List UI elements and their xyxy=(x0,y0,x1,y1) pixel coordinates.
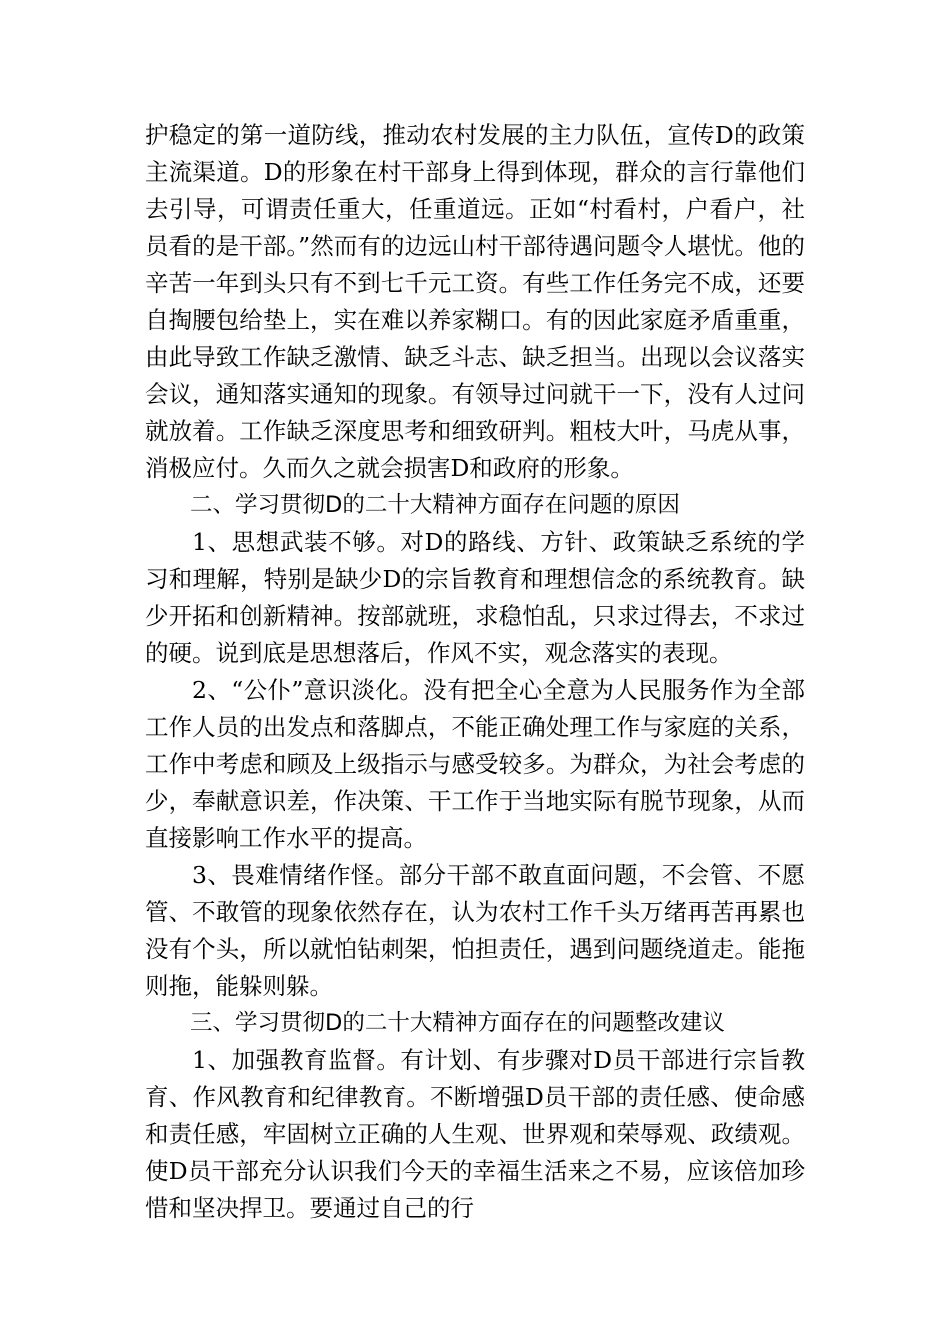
paragraph-cause-2: 2、“公仆”意识淡化。没有把全心全意为人民服务作为全部工作人员的出发点和落脚点，不能正确处理工作与家庭的关系，工作中考虑和顾及上级指示与感受较多。为群众，为社会考虑的少，奉献意识差，作决策、干工作于当地实际有脱节现象，从而直接影响工作水平的提高。 xyxy=(145,676,805,852)
document-page xyxy=(145,117,805,1227)
paragraph-continuation: 护稳定的第一道防线，推动农村发展的主力队伍，宣传D的政策主流渠道。D的形象在村干部身上得到体现，群众的言行靠他们去引导，可谓责任重大，任重道远。正如“村看村，户看户，社员看的是干部。”然而有的边远山村干部待遇问题令人堪忧。他的辛苦一年到头只有不到七千元工资。有些工作任务完不成，还要自掏腰包给垫上，实在难以养家糊口。有的因此家庭矛盾重重，由此导致工作缺乏激情、缺乏斗志、缺乏担当。出现以会议落实会议，通知落实通知的现象。有领导过问就干一下，没有人过问就放着。工作缺乏深度思考和细致研判。粗枝大叶，马虎从事，消极应付。久而久之就会损害D和政府的形象。 xyxy=(145,121,805,482)
paragraph-suggestion-1: 1、加强教育监督。有计划、有步骤对D员干部进行宗旨教育、作风教育和纪律教育。不断增强D员干部的责任感、使命感和责任感，牢固树立正确的人生观、世界观和荣辱观、政绩观。使D员干部充分认识我们今天的幸福生活来之不易，应该倍加珍惜和坚决捍卫。要通过自己的行 xyxy=(145,1046,805,1222)
paragraph-cause-1: 1、思想武装不够。对D的路线、方针、政策缺乏系统的学习和理解，特别是缺少D的宗旨教育和理想信念的系统教育。缺少开拓和创新精神。按部就班，求稳怕乱，只求过得去，不求过的硬。说到底是思想落后，作风不实，观念落实的表现。 xyxy=(145,528,805,667)
section-heading-causes: 二、学习贯彻D的二十大精神方面存在问题的原因 xyxy=(190,492,680,518)
paragraph-cause-3: 3、畏难情绪作怪。部分干部不敢直面问题，不会管、不愿管、不敢管的现象依然存在，认为农村工作千头万绪再苦再累也没有个头，所以就怕钻刺架，怕担责任，遇到问题绕道走。能拖则拖，能躲则躲。 xyxy=(145,861,805,1000)
section-heading-suggestions: 三、学习贯彻D的二十大精神方面存在的问题整改建议 xyxy=(190,1010,725,1036)
